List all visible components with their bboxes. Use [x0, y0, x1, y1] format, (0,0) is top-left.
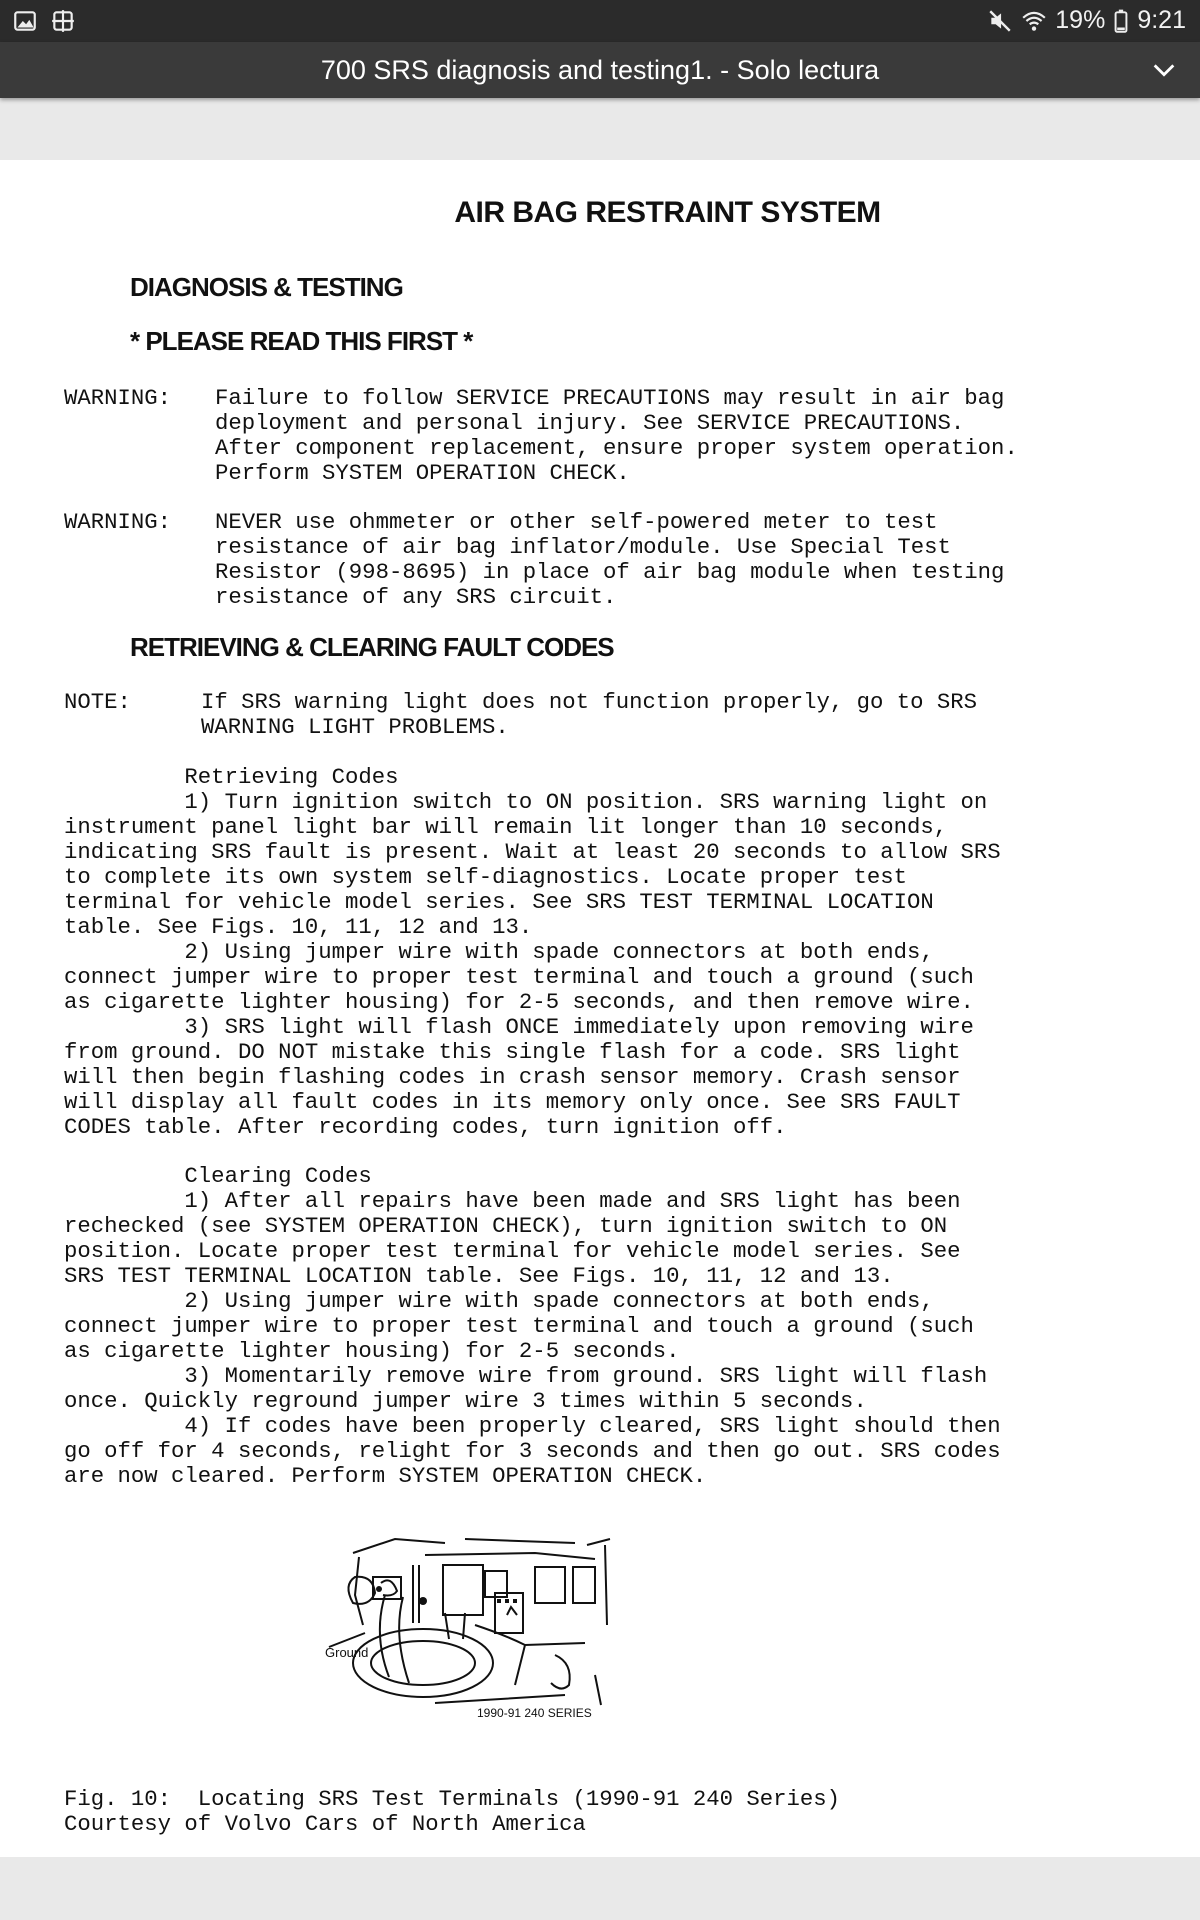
warning-label: WARNING: [64, 509, 172, 535]
mute-icon [987, 8, 1013, 34]
fig-10-diagram [325, 1535, 750, 1720]
document-page[interactable] [0, 160, 1200, 1857]
image-icon [12, 8, 38, 34]
battery-icon [1113, 8, 1129, 34]
figure-caption: Fig. 10: Locating SRS Test Terminals (1990-91 240 Series) Courtesy of Volvo Cars of North America [64, 1786, 841, 1837]
warning-text: NEVER use ohmmeter or other self-powered meter to test resistance of air bag inflator/module. Use Special Test Resistor (998-8695) in place of air bag module when testing resistance of any SRS circuit. [215, 509, 1005, 610]
battery-percent: 19% [1055, 6, 1106, 34]
retrieving-codes-section: Retrieving Codes 1) Turn ignition switch to ON position. SRS warning light on instrument panel light bar will remain lit longer than 10 seconds, indicating SRS fault is present. Wait at least 20 seconds to allow SRS to complete its own system self-diagnostics. Locate proper test terminal for vehicle model series. See SRS TEST TERMINAL LOCATION table. See Figs. 10, 11, 12 and 13. 2) Using jumper wire with spade connectors at both ends, connect jumper wire to proper test terminal and touch a ground (such as cigarette lighter housing) for 2-5 seconds, and then remove wire. 3) SRS light will flash ONCE immediately upon removing wire from ground. DO NOT mistake this single flash for a code. SRS light will then begin flashing codes in crash sensor memory. Crash sensor will display all fault codes in its memory only once. See SRS FAULT CODES table. After recording codes, turn ignition off. [64, 764, 1001, 1140]
note-label: NOTE: [64, 689, 131, 715]
warning-label: WARNING: [64, 385, 172, 411]
clock: 9:21 [1137, 6, 1186, 34]
document-title: 700 SRS diagnosis and testing1. - Solo lectura [320, 55, 880, 85]
heading-diagnosis: DIAGNOSIS & TESTING [130, 272, 403, 302]
heading-retrieving-clearing: RETRIEVING & CLEARING FAULT CODES [130, 632, 614, 662]
warning-text: Failure to follow SERVICE PRECAUTIONS may result in air bag deployment and personal injury. See SERVICE PRECAUTIONS. After component replacement, ensure proper system operation. Perform SYSTEM OPERATION CHECK. [215, 385, 1018, 486]
wifi-icon [1021, 8, 1047, 34]
note-text: If SRS warning light does not function properly, go to SRS WARNING LIGHT PROBLEMS. [201, 689, 978, 740]
title-bar [0, 42, 1200, 98]
heading-read-first: * PLEASE READ THIS FIRST * [130, 326, 473, 356]
page-title: AIR BAG RESTRAINT SYSTEM [454, 196, 881, 229]
clearing-codes-section: Clearing Codes 1) After all repairs have been made and SRS light has been rechecked (see SYSTEM OPERATION CHECK), turn ignition switch to ON position. Locate proper test terminal for vehicle model series. See SRS TEST TERMINAL LOCATION table. See Figs. 10, 11, 12 and 13. 2) Using jumper wire with spade connectors at both ends, connect jumper wire to proper test terminal and touch a ground (such as cigarette lighter housing) for 2-5 seconds. 3) Momentarily remove wire from ground. SRS light will flash once. Quickly reground jumper wire 3 times within 5 seconds. 4) If codes have been properly cleared, SRS light should then go off for 4 seconds, relight for 3 seconds and then go out. SRS codes are now cleared. Perform SYSTEM OPERATION CHECK. [64, 1163, 1001, 1489]
series-label: 1990-91 240 SERIES [477, 1706, 592, 1720]
screen-cast-icon [50, 8, 76, 34]
chevron-down-icon[interactable] [1150, 56, 1178, 84]
ground-label: Ground [325, 1645, 369, 1660]
status-bar [0, 0, 1200, 42]
